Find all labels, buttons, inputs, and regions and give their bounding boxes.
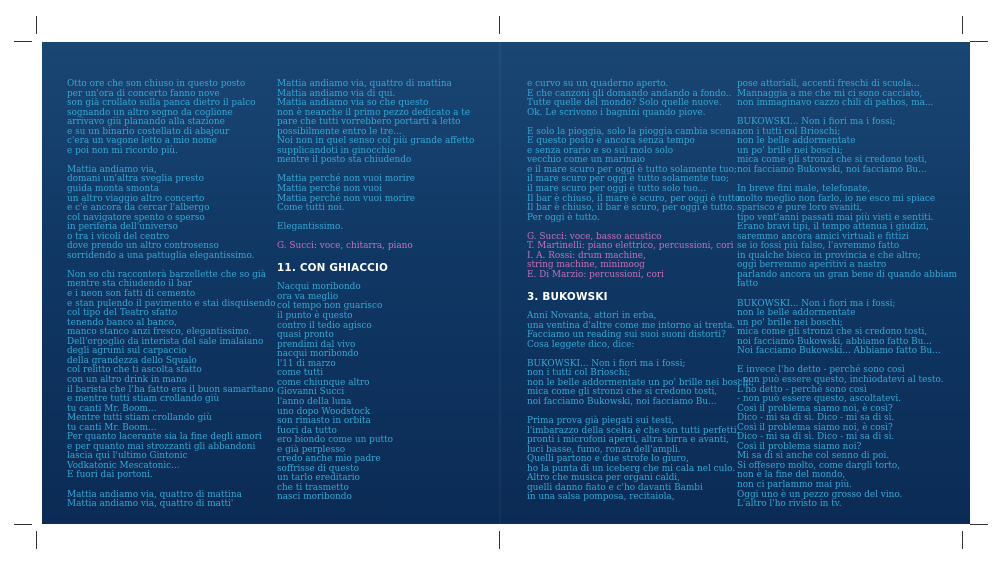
lyric-line: il punto è questo [277,311,353,322]
lyric-line: tenendo banco al banco, [67,317,177,328]
lyric-line: tu canti Mr. Boom... [67,422,157,433]
lyric-line: e il mare scuro per oggi è tutto solamente tuo; [527,164,737,175]
crop-mark-top-right-h [970,41,988,42]
credit-line: E. Di Marzio: percussioni, cori [527,269,664,280]
lyric-line: Mannaggia a me che mi ci sono cacciato, [737,88,923,99]
stanza-gap [527,280,742,290]
lyric-line: noi facciamo Bukowski, abbiamo fatto Bu... [737,336,932,347]
credit-line: T. Martinelli: piano elettrico, percussioni, cori [527,241,734,252]
crop-mark-top-right [962,16,963,34]
lyric-line: Noi facciamo Bukowski... Abbiamo fatto Bu... [737,346,941,357]
credit-line: G. Succi: voce, chitarra, piano [277,241,413,252]
booklet-spread [42,42,970,524]
crop-mark-bottom-right-h [970,524,988,525]
lyrics-column-1 [67,80,282,510]
lyric-line: Mattia andiamo via so che questo [277,98,429,109]
crop-mark-bottom-left [36,531,37,549]
song-title: 11. CON GHIACCIO [277,262,389,275]
lyric-line: mica come gli stronzi che si credono tosti, [737,155,928,166]
crop-mark-bottom-center [499,531,500,549]
lyric-line: fuori da tutto [277,425,337,436]
lyric-line: una ventina d'altre come me intorno ai trenta. [527,320,736,331]
crop-mark-bottom-left-h [14,524,32,525]
lyric-line: noi facciamo Bukowski, noi facciamo Bu... [737,164,927,175]
lyric-line: non immaginavo cazzo chili di pathos, ma... [737,98,934,109]
lyric-line: il mare scuro per oggi è tutto solo tuo... [527,184,707,195]
lyric-line: ho la punta di un iceberg che mi cala nel culo. [527,463,736,474]
lyric-line: quasi pronto [277,330,334,341]
lyric-line: o tra i vicoli del centro [67,231,170,242]
lyric-line: ora va meglio [277,291,339,302]
lyric-line: col tipo del Teatro sfatto [67,308,178,319]
lyric-line: e i neon son fatti di cemento [67,289,196,300]
lyric-line: col tempo non guarisco [277,301,383,312]
lyric-line: BUKOWSKI... Non i fiori ma i fossi; [737,298,896,309]
lyric-line: Non so chi racconterà barzellette che so già [67,269,266,280]
lyric-line: Come tutti noi. [277,203,345,214]
lyric-line: Così il problema siamo noi? [737,441,862,452]
crop-mark-bottom-right [962,531,963,549]
lyric-line: Mattia andiamo via, quattro di mattina [67,489,242,500]
lyric-line: un altro viaggio altro concerto [67,193,205,204]
lyric-line: Facciamo un reading sui suoi suoni distorti? [527,330,726,341]
lyric-line: Prima prova già piegati sui testi, [527,416,675,427]
lyric-line: mentre sta chiudendo il bar [67,279,192,290]
lyric-line: Cosa leggete dico, dice: [527,339,635,350]
lyric-line: Quelli partono e due strofe lo giuro, [527,454,689,465]
lyric-line: Giovanni Succi [277,387,345,398]
lyric-line: Il bar è chiuso, il bar è scuro, per oggi è tutto. [527,203,735,214]
lyric-line: e curvo su un quaderno aperto. [527,79,669,89]
crop-mark-top-center [499,16,500,34]
lyric-line: pronti i microfoni aperti, altra birra e avanti, [527,435,729,446]
lyric-line: nacqui moribondo [277,349,359,360]
lyric-line: per un'ora di concerto fanno nove [67,88,220,99]
lyric-line: in periferia dell'universo [67,222,178,233]
lyric-line: con un altro drink in mano [67,374,188,385]
lyric-line: noi facciamo Bukowski, noi facciamo Bu... [527,396,717,407]
lyric-line: oggi berremmo aperitivi a nastro [737,260,887,271]
lyric-line: E che canzoni gli domando andando a fondo.. [527,88,732,99]
lyric-line: Mi sa di sì anche col senno di poi. [737,451,890,462]
lyric-line: e su un binario costellato di abajour [67,126,230,137]
lyric-line: Mattia andiamo via, quattro di mattina [277,79,452,89]
lyric-line: non ci parlammo mai più. [737,479,852,490]
lyric-line: Elegantissimo. [277,222,344,233]
lyric-line: Anni Novanta, attori in erba, [527,311,657,322]
lyric-line: BUKOWSKI... Non i fiori ma i fossi; [527,358,686,369]
lyric-line: Dell'orgoglio da interista del sale imalaiano [67,336,264,347]
lyric-line: possibilmente entro le tre... [277,126,402,137]
lyric-line: mentre il posto sta chiudendo [277,155,412,166]
lyric-line: nasci moribondo [277,492,352,503]
lyric-line: fatto [737,279,759,290]
lyric-line: Otto ore che son chiuso in questo posto [67,79,246,89]
lyric-line: come tutti [277,368,324,379]
lyric-line: Mattia perché non vuoi morire [277,174,416,185]
lyric-line: e per quanto mai strozzanti gli abbandoni [67,441,256,452]
lyric-line: il barista che l'ha fatto era il buon samaritano [67,384,274,395]
lyric-line: Mattia perché non vuoi morire [277,193,416,204]
lyric-line: quelli danno fiato e c'ho davanti Bambi [527,482,703,493]
lyric-line: Il bar è chiuso, il mare è scuro, per oggi è tutto. [527,193,743,204]
lyric-line: domani un'altra sveglia presto [67,174,204,185]
lyric-line: e senza orario e so sul molo solo [527,145,674,156]
lyric-line: l'11 di marzo [277,358,336,369]
lyric-line: E questo posto è ancora senza tempo [527,136,695,147]
lyric-line: non le belle addormentate [737,136,856,147]
lyric-line: - non può essere questo, inchiodatevi al testo. [737,374,944,385]
lyric-line: Così il problema siamo noi, è così? [737,403,893,414]
lyric-line: soffrisse di questo [277,463,359,474]
lyric-line: Mentre tutti stiam crollando giù [67,413,212,424]
lyric-line: ero biondo come un putto [277,435,394,446]
crop-mark-top-left [36,16,37,34]
lyric-line: e già perplesso [277,444,346,455]
lyric-line: non i tutti col Brioschi; [737,126,841,137]
lyric-line: Nacqui moribondo [277,282,361,293]
lyric-line: e c'è ancora da cercar l'albergo [67,203,210,214]
lyric-line: contro il tedio agisco [277,320,372,331]
lyric-line: sorridendo a una pattuglia elegantissimo. [67,250,255,261]
lyric-line: l'imbarazzo della scelta è che son tutti perfetti, [527,425,740,436]
lyric-line: In breve fini male, telefonate, [737,184,871,195]
lyric-line: in qualche bieco in provincia e che altro; [737,250,921,261]
lyric-line: Altro che musica per organi caldi, [527,473,680,484]
lyric-line: Mattia perché non vuoi [277,184,382,195]
lyric-line: E invece l'ho detto - perché sono così [737,365,905,376]
lyric-line: credo anche mio padre [277,454,381,465]
lyric-line: in una salsa pomposa, recitaiola, [527,492,675,503]
lyric-line: BUKOWSKI... Non i fiori ma i fossi; [737,117,896,128]
lyric-line: lascia qui l'ultimo Gintonic [67,451,188,462]
lyric-line: Erano bravi tipi, il tempo attenua i giudizi, [737,222,929,233]
lyric-line: parlando ancora un gran bene di quando abbiam [737,269,958,280]
lyric-line: come chiunque altro [277,377,370,388]
lyric-line: Dico - mi sa di sì. Dico - mi sa di sì. [737,432,895,443]
lyric-line: sognando un altro sogno da coglione [67,107,233,118]
lyric-line: non le belle addormentate [737,308,856,319]
lyric-line: Oggi uno è un pezzo grosso del vino. [737,489,903,500]
lyrics-column-2 [277,80,492,503]
lyric-line: sparisco e pure loro svaniti, [737,203,863,214]
lyric-line: vecchio come un marinaio [527,155,645,166]
lyric-line: degli agrumi sul carpaccio [67,346,187,357]
lyric-line: - non può essere questo, ascoltatevi. [737,394,902,405]
lyric-line: luci basse, fumo, ronza dell'ampli. [527,444,681,455]
lyric-line: e stan pulendo il pavimento e stai disquisendo [67,298,276,309]
lyric-line: se io fossi più falso, l'avremmo fatto [737,241,900,252]
lyric-line: E solo la pioggia, solo la pioggia cambia scena. [527,126,740,137]
lyric-line: Mattia andiamo via, quattro di matti' [67,499,234,510]
lyric-line: mica come gli stronzi che si credono tosti, [737,327,928,338]
lyric-line: L'ho detto - perché sono così [737,384,867,395]
lyric-line: supplicandoti in ginocchio [277,145,396,156]
lyric-line: Ok. Le scrivono i bagnini quando piove. [527,107,706,118]
lyric-line: manco stanco anzi fresco, elegantissimo. [67,327,252,338]
credit-line: G. Succi: voce, basso acustico [527,231,662,242]
lyric-line: L'altro l'ho rivisto in tv. [737,499,842,510]
lyric-line: che ti trasmetto [277,482,349,493]
lyric-line: guida monta smonta [67,184,160,195]
lyric-line: Tutte quelle del mondo? Solo quelle nuove. [527,98,722,109]
lyric-line: Si offesero molto, come dargli torto, [737,460,901,471]
lyric-line: pare che tutti vorrebbero portarti a letto [277,117,461,128]
lyric-line: prendimi dal vivo [277,339,356,350]
lyric-line: e poi non mi ricordo più. [67,145,178,156]
lyric-line: c'era un vagone letto a mio nome [67,136,218,147]
lyric-line: un po' brille nei boschi; [737,145,843,156]
lyric-line: Noi non in quel senso col più grande affetto [277,136,475,147]
crop-mark-top-left-h [14,41,32,42]
lyric-line: Vodkatonic Mescatonic... [67,460,180,471]
lyric-line: Mattia andiamo via di qui. [277,88,396,99]
lyric-line: il mare scuro per oggi è tutto solamente tuo; [527,174,729,185]
lyric-line: col navigatore spento o sperso [67,212,205,223]
credit-line: string machine, minimoog [527,260,645,271]
lyric-line: non è la fine del mondo, [737,470,846,481]
lyric-line: molto meglio non farlo, io ne esco mi spiace [737,193,936,204]
lyric-line: un tarlo ereditario [277,473,360,484]
lyric-line: pose attoriali, accenti freschi di scuola... [737,79,920,89]
lyric-line: arrivavo giù planando alla stazione [67,117,225,128]
lyric-line: tu canti Mr. Boom... [67,403,157,414]
lyric-line: E fuori dai portoni. [67,470,153,481]
lyric-line: un po' brille nei boschi; [737,317,843,328]
lyric-line: saremmo ancora amici virtuali e fittizi [737,231,909,242]
lyrics-column-4 [737,79,958,510]
lyric-line: non i tutti col Brioschi; [527,368,631,379]
credit-line: I. A. Rossi: drum machine, [527,250,646,261]
lyric-line: son già crollato sulla panca dietro il palco [67,98,256,109]
lyric-line: uno dopo Woodstock [277,406,371,417]
lyric-line: Per quanto lacerante sia la fine degli amori [67,432,262,443]
lyric-line: mica come gli stronzi che si credono tosti, [527,387,718,398]
lyric-line: l'anno della luna [277,396,352,407]
lyric-line: Mattia andiamo via, [67,164,157,175]
lyric-line: Dico - mi sa di sì. Dico - mi sa di sì. [737,413,895,424]
lyric-line: tipo vent'anni passati mai più visti e sentiti. [737,212,934,223]
lyric-line: Così il problema siamo noi, è così? [737,422,893,433]
lyric-line: col relitto che ti ascolta sfatto [67,365,202,376]
stanza-gap [277,252,492,262]
lyric-line: non è neanche il primo pezzo dedicato a te [277,107,471,118]
spine-fold [499,42,501,524]
lyric-line: son rimasto in orbita [277,416,371,427]
song-title: 3. BUKOWSKI [527,291,608,304]
lyric-line: dove prendo un altro controsenso [67,241,219,252]
lyric-line: della grandezza dello Squalo [67,355,197,366]
lyric-line: Per oggi è tutto. [527,212,600,223]
lyric-line: e mentre tutti stiam crollando giù [67,394,220,405]
lyric-line: non le belle addormentate un po' brille nei boschi; [527,377,755,388]
